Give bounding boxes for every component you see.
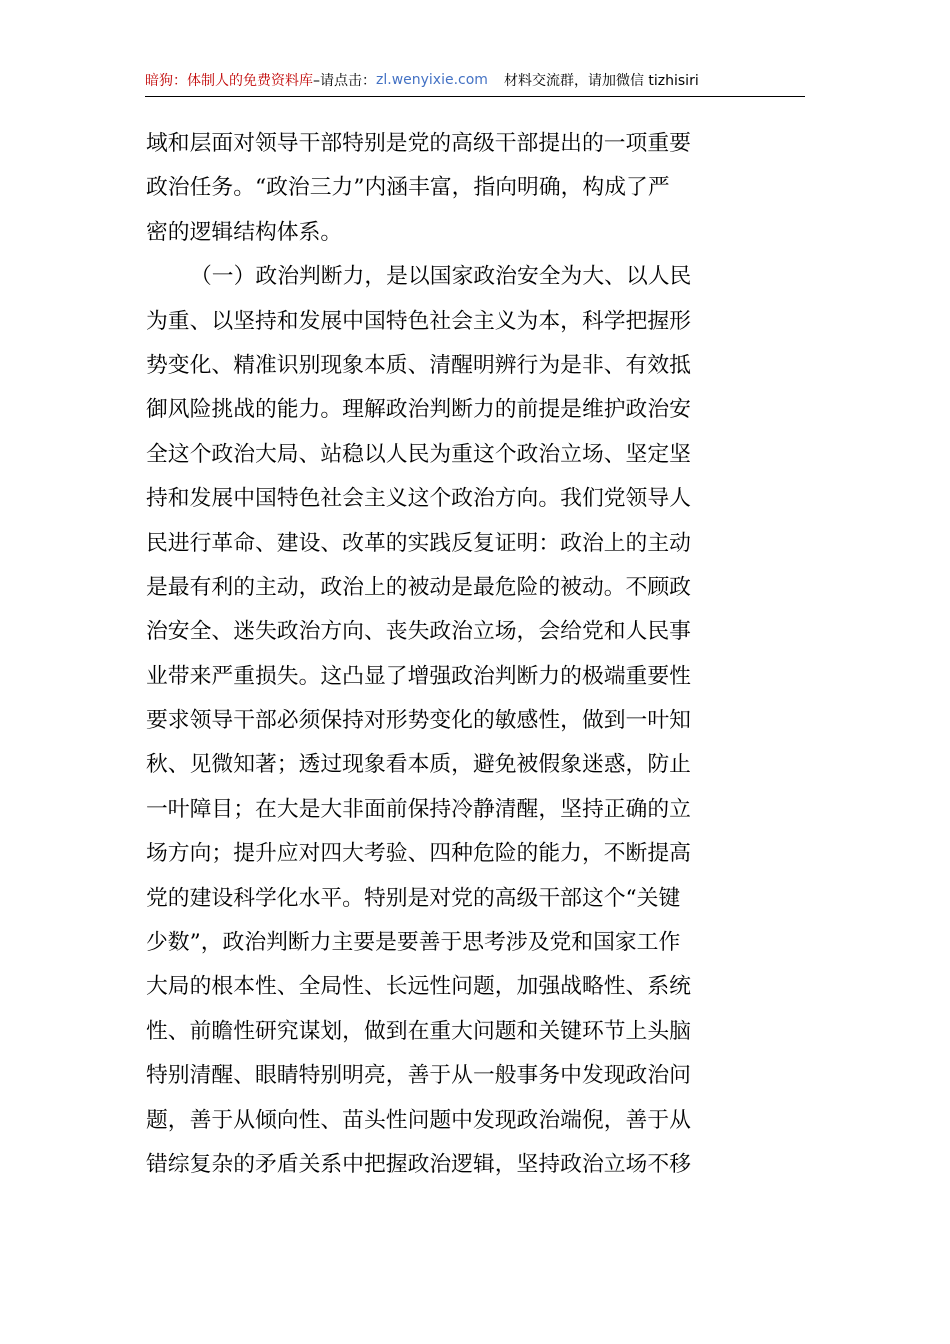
text-line: 政治任务。“政治三力”内涵丰富，指向明确，构成了严	[146, 175, 670, 201]
text-line: 大局的根本性、全局性、长远性问题，加强战略性、系统	[146, 974, 691, 1000]
header-url-link[interactable]: zl.wenyixie.com	[376, 72, 488, 88]
text-line: 秋、见微知著；透过现象看本质，避免被假象迷惑，防止	[146, 752, 691, 778]
section-heading-line: （一）政治判断力，是以国家政治安全为大、以人民	[190, 264, 692, 290]
text-line: 党的建设科学化水平。特别是对党的高级干部这个“关键	[146, 885, 681, 911]
text-line: 题，善于从倾向性、苗头性问题中发现政治端倪，善于从	[146, 1107, 691, 1133]
text-line: 密的逻辑结构体系。	[146, 219, 343, 245]
header-brand: 暗狗：体制人的免费资料库	[145, 73, 313, 89]
text-line: 性、前瞻性研究谋划，做到在重大问题和关键环节上头脑	[146, 1018, 691, 1044]
text-line: 域和层面对领导干部特别是党的高级干部提出的一项重要	[146, 131, 691, 156]
text-line: 少数”，政治判断力主要是要善于思考涉及党和国家工作	[146, 930, 681, 956]
text-line: 一叶障目；在大是大非面前保持冷静清醒，坚持正确的立	[146, 796, 691, 822]
text-line: 全这个政治大局、站稳以人民为重这个政治立场、坚定坚	[146, 441, 691, 467]
text-line: 要求领导干部必须保持对形势变化的敏感性，做到一叶知	[146, 708, 691, 734]
text-line: 御风险挑战的能力。理解政治判断力的前提是维护政治安	[146, 397, 691, 423]
text-line: 是最有利的主动，政治上的被动是最危险的被动。不顾政	[146, 574, 691, 600]
document-body	[146, 122, 806, 1187]
text-line: 持和发展中国特色社会主义这个政治方向。我们党领导人	[146, 486, 691, 512]
header-prompt: –请点击：	[313, 73, 376, 89]
header-contact: 材料交流群，请加微信 tizhisiri	[503, 73, 699, 89]
text-line: 民进行革命、建设、改革的实践反复证明：政治上的主动	[146, 530, 691, 556]
text-line: 势变化、精准识别现象本质、清醒明辨行为是非、有效抵	[146, 352, 691, 378]
text-line: 错综复杂的矛盾关系中把握政治逻辑，坚持政治立场不移	[146, 1151, 691, 1177]
header-divider	[145, 96, 805, 97]
text-line: 治安全、迷失政治方向、丧失政治立场，会给党和人民事	[146, 619, 691, 645]
text-line: 特别清醒、眼睛特别明亮，善于从一般事务中发现政治问	[146, 1063, 691, 1089]
page-header	[145, 64, 805, 96]
text-line: 为重、以坚持和发展中国特色社会主义为本，科学把握形	[146, 308, 691, 334]
text-line: 场方向；提升应对四大考验、四种危险的能力，不断提高	[146, 841, 691, 867]
text-line: 业带来严重损失。这凸显了增强政治判断力的极端重要性	[146, 663, 691, 689]
